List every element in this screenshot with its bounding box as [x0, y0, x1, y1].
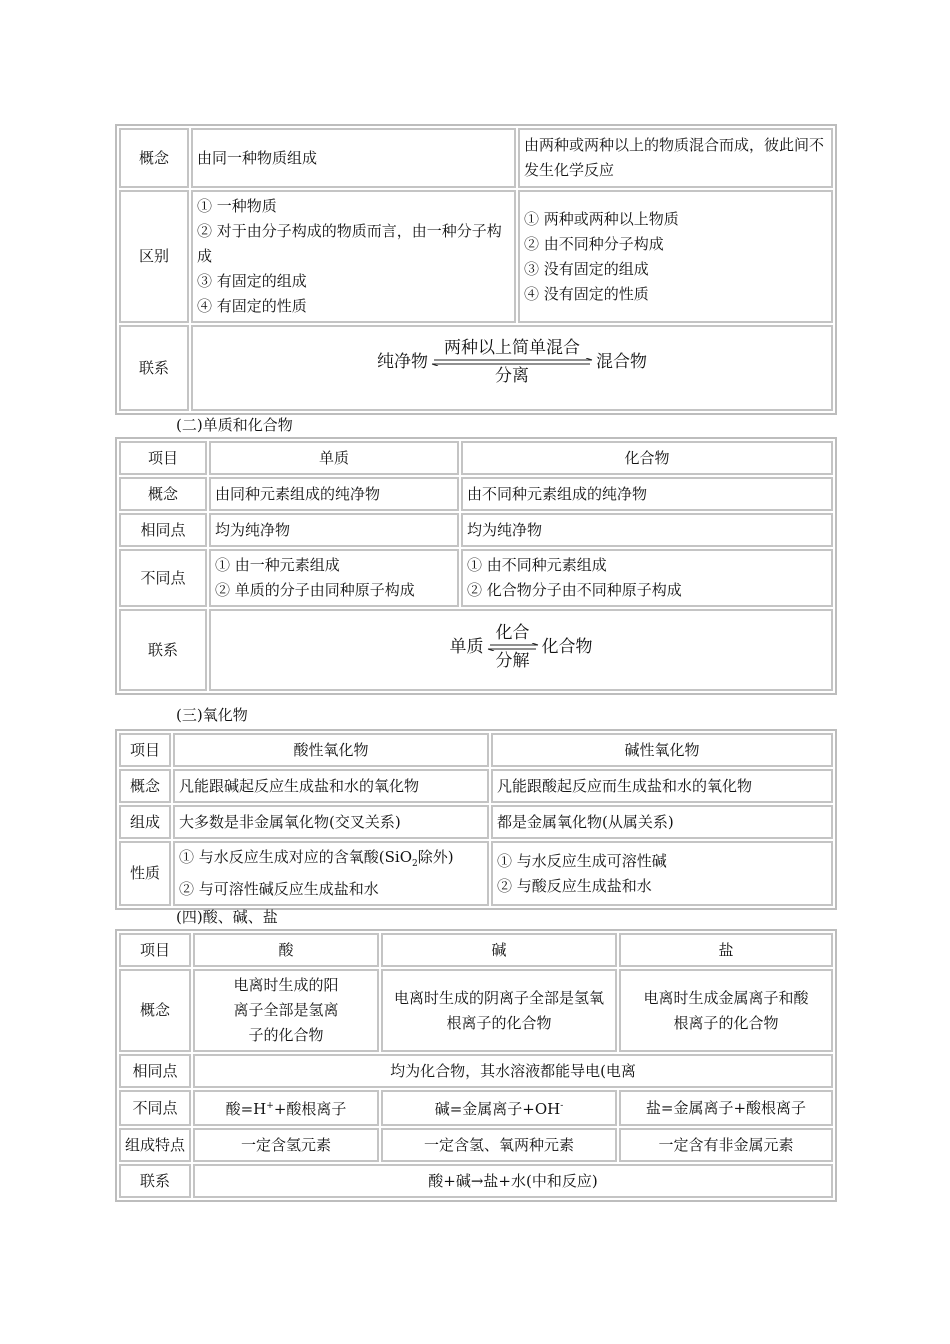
column-header: 项目: [119, 441, 207, 475]
cell: [518, 190, 833, 323]
superscript: -: [560, 1101, 564, 1111]
row-header: 组成特点: [119, 1128, 191, 1162]
row-header: 不同点: [119, 1090, 191, 1126]
cell: 盐=金属离子+酸根离子: [619, 1090, 833, 1126]
cell: 均为纯净物: [209, 513, 459, 547]
reversible-arrow: [430, 338, 594, 386]
row-header: 区别: [119, 190, 189, 323]
subscript: 2: [412, 859, 418, 869]
arrow-bottom-label: 分解: [495, 651, 530, 671]
cell: 由不同种元素组成的纯净物: [461, 477, 833, 511]
row-header: 相同点: [119, 513, 207, 547]
cell: 凡能跟酸起反应而生成盐和水的氧化物: [491, 769, 833, 803]
row-header: 性质: [119, 841, 171, 906]
table-row: [119, 441, 833, 475]
list-item: ① 由一种元素组成: [215, 556, 340, 574]
list-item: ② 对于由分子构成的物质而言，由一种分子构成: [197, 222, 502, 265]
table-row: [119, 609, 833, 691]
list-item: ① 由不同种元素组成: [467, 556, 607, 574]
cell: 一定含有非金属元素: [619, 1128, 833, 1162]
table-row: [119, 841, 833, 906]
text-line: 离子全部是氢离: [233, 1001, 339, 1019]
section-caption: (四)酸、碱、盐: [176, 908, 278, 926]
relation-cell: [209, 609, 833, 691]
double-arrow-icon: [430, 358, 594, 366]
list-item: ① 两种或两种以上物质: [524, 209, 679, 228]
table-row: [119, 769, 833, 803]
text: +酸根离子: [273, 1100, 347, 1118]
double-arrow-icon: [486, 643, 540, 651]
cell: 由两种或两种以上的物质混合而成，彼此间不发生化学反应: [518, 128, 833, 188]
list-item: ③ 有固定的组成: [197, 272, 307, 290]
table-row: [119, 969, 833, 1052]
cell: 酸+碱→盐+水(中和反应): [193, 1164, 833, 1198]
cell: 均为化合物，其水溶液都能导电(电离: [193, 1054, 833, 1088]
table-row: [119, 190, 833, 323]
column-header: 碱性氧化物: [491, 733, 833, 767]
list-item: ② 单质的分子由同种原子构成: [215, 581, 415, 599]
cell: 一定含氢、氧两种元素: [381, 1128, 617, 1162]
list-item: ② 与可溶性碱反应生成盐和水: [179, 880, 379, 898]
text: 酸=H: [225, 1100, 267, 1118]
text-line: 根离子的化合物: [673, 1013, 779, 1032]
table-row: [119, 1054, 833, 1088]
table-row: [119, 805, 833, 839]
relation-right: 化合物: [541, 636, 593, 657]
cell: 一定含氢元素: [193, 1128, 379, 1162]
table-row: [119, 477, 833, 511]
cell: [193, 1090, 379, 1126]
row-header: 联系: [119, 325, 189, 411]
list-item: ② 化合物分子由不同种原子构成: [467, 581, 682, 599]
cell: [209, 549, 459, 607]
column-header: 项目: [119, 733, 171, 767]
acid-base-salt-table: [115, 929, 837, 1202]
text-line: 根离子的化合物: [446, 1013, 552, 1032]
relation-left: 纯净物: [377, 351, 428, 372]
reversible-arrow: [486, 623, 540, 671]
cell: [191, 190, 516, 323]
cell: [381, 1090, 617, 1126]
superscript: +: [266, 1101, 274, 1111]
relation-diagram: [215, 623, 827, 671]
arrow-top-label: 两种以上简单混合: [444, 338, 580, 358]
row-header: 概念: [119, 769, 171, 803]
cell: 凡能跟碱起反应生成盐和水的氧化物: [173, 769, 489, 803]
column-header: 酸性氧化物: [173, 733, 489, 767]
row-header: 联系: [119, 609, 207, 691]
column-header: 项目: [119, 933, 191, 967]
text: 除外): [417, 848, 454, 866]
row-header: 组成: [119, 805, 171, 839]
column-header: 碱: [381, 933, 617, 967]
list-item: ① 一种物质: [197, 197, 277, 215]
text: ① 与水反应生成对应的含氧酸(SiO: [179, 848, 412, 866]
table-row: [119, 549, 833, 607]
table-row: [119, 1090, 833, 1126]
relation-left: 单质: [449, 636, 484, 657]
row-header: 相同点: [119, 1054, 191, 1088]
table-row: [119, 933, 833, 967]
row-header: 概念: [119, 128, 189, 188]
list-item: ① 与水反应生成可溶性碱: [497, 851, 667, 870]
column-header: 酸: [193, 933, 379, 967]
cell: 都是金属氧化物(从属关系): [491, 805, 833, 839]
row-header: 联系: [119, 1164, 191, 1198]
table-row: [119, 128, 833, 188]
column-header: 盐: [619, 933, 833, 967]
list-item: ④ 有固定的性质: [197, 297, 307, 315]
oxide-table: [115, 729, 837, 910]
column-header: 化合物: [461, 441, 833, 475]
text: 碱=金属离子+OH: [434, 1100, 561, 1118]
section-caption: (三)氧化物: [176, 706, 248, 724]
relation-diagram: [197, 338, 827, 386]
list-item: ③ 没有固定的组成: [524, 259, 649, 278]
cell: 大多数是非金属氧化物(交叉关系): [173, 805, 489, 839]
text-line: 电离时生成的阳: [233, 976, 339, 994]
cell: [381, 969, 617, 1052]
list-item: ② 与酸反应生成盐和水: [497, 876, 652, 895]
cell: [491, 841, 833, 906]
text-line: 电离时生成金属离子和酸: [643, 988, 809, 1007]
element-compound-table: [115, 437, 837, 695]
list-item: ② 由不同种分子构成: [524, 234, 664, 253]
table-row: [119, 1164, 833, 1198]
cell: 均为纯净物: [461, 513, 833, 547]
cell: [461, 549, 833, 607]
list-item: ④ 没有固定的性质: [524, 284, 649, 303]
cell: [193, 969, 379, 1052]
cell: [173, 841, 489, 906]
cell: [619, 969, 833, 1052]
column-header: 单质: [209, 441, 459, 475]
cell: 由同一种物质组成: [191, 128, 516, 188]
table-row: [119, 733, 833, 767]
table-row: [119, 1128, 833, 1162]
row-header: 概念: [119, 477, 207, 511]
text-line: 子的化合物: [248, 1026, 324, 1044]
cell: 由同种元素组成的纯净物: [209, 477, 459, 511]
table-row: [119, 325, 833, 411]
arrow-bottom-label: 分离: [495, 366, 529, 386]
relation-right: 混合物: [596, 351, 647, 372]
arrow-top-label: 化合: [495, 623, 530, 643]
row-header: 概念: [119, 969, 191, 1052]
relation-cell: [191, 325, 833, 411]
list-item: [179, 845, 483, 877]
table-row: [119, 513, 833, 547]
row-header: 不同点: [119, 549, 207, 607]
text-line: 电离时生成的阴离子全部是氢氧: [393, 988, 604, 1007]
pure-vs-mixture-table: [115, 124, 837, 415]
section-caption: (二)单质和化合物: [176, 416, 293, 434]
